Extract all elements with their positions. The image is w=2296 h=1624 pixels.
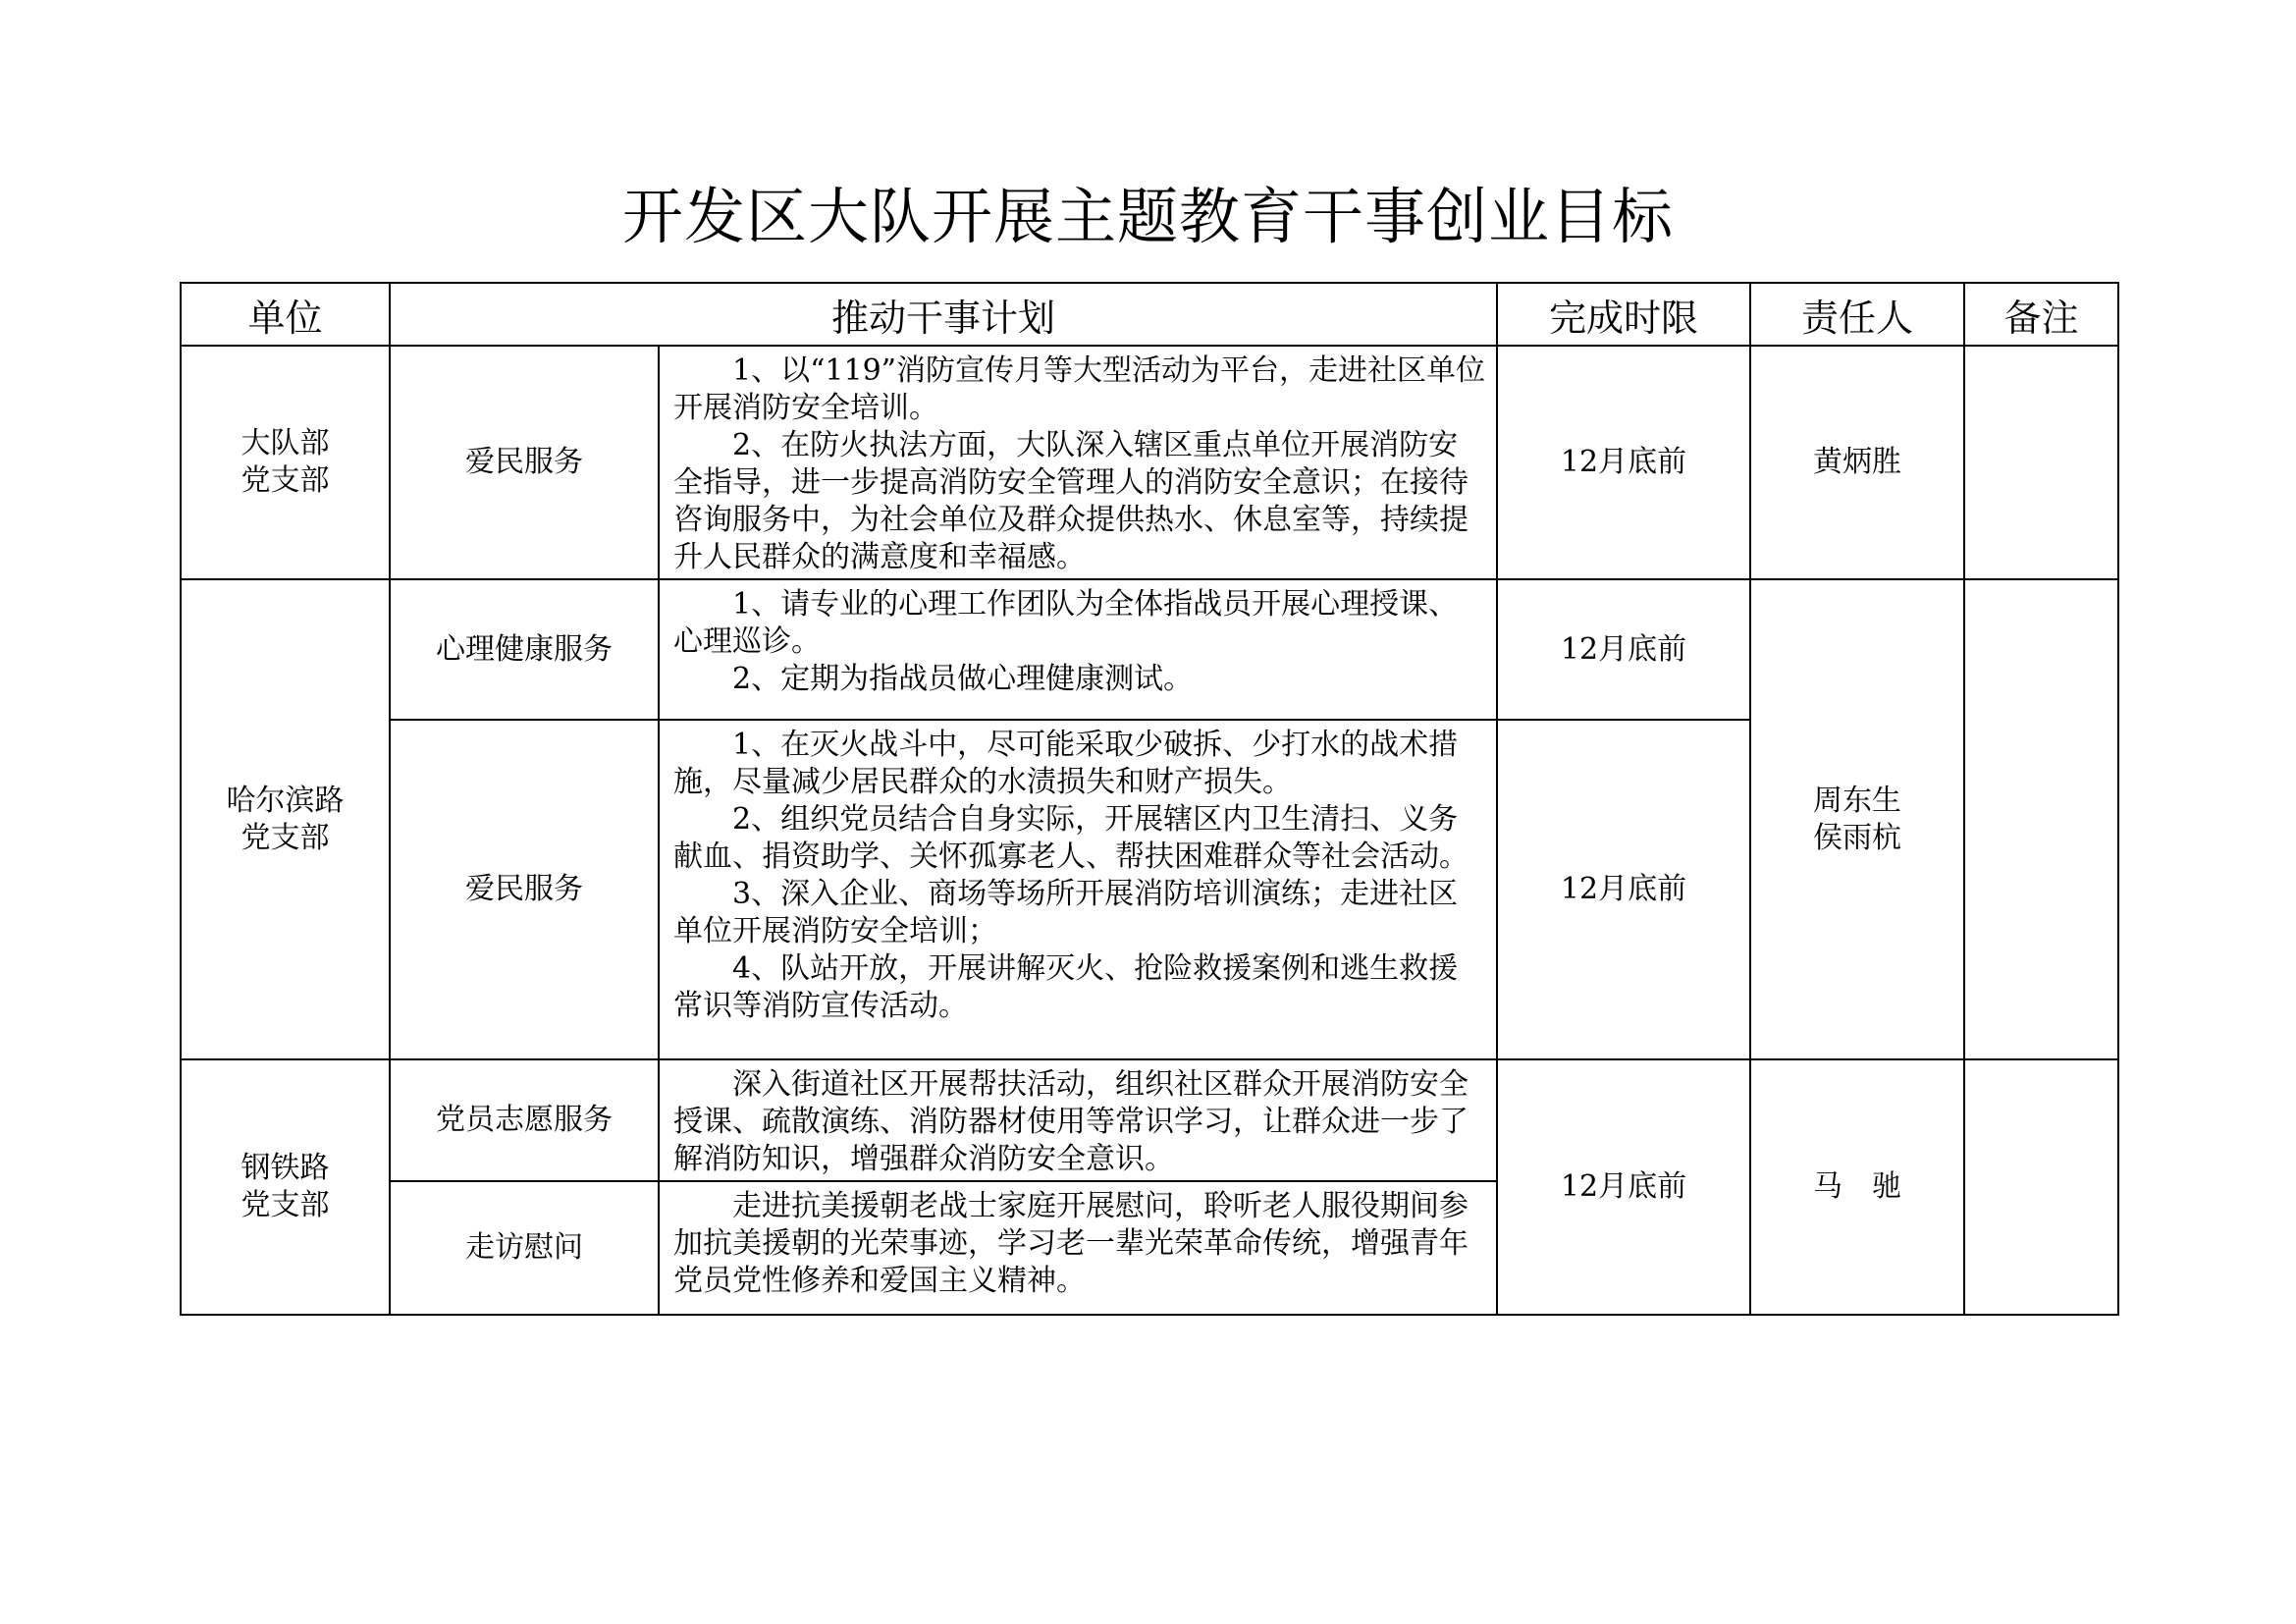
plan-paragraph: 4、队站开放，开展讲解灭火、抢险救援案例和逃生救援常识等消防宣传活动。 — [673, 951, 1459, 1023]
unit-line: 党支部 — [240, 820, 330, 855]
plan-table — [180, 282, 2119, 1316]
plan-paragraph: 2、定期为指战员做心理健康测试。 — [732, 662, 1194, 696]
deadline-cell: 12月底前 — [1497, 720, 1750, 1059]
plan-paragraph: 1、以“119”消防宣传月等大型活动为平台，走进社区单位开展消防安全培训。 — [673, 353, 1486, 425]
owner-line: 侯雨杭 — [1813, 820, 1902, 855]
plan-cell — [659, 1059, 1497, 1181]
unit-cell — [181, 346, 390, 579]
plan-paragraph: 1、请专业的心理工作团队为全体指战员开展心理授课、心理巡诊。 — [673, 587, 1459, 659]
owner-cell — [1750, 346, 1964, 579]
plan-paragraph: 3、深入企业、商场等场所开展消防培训演练；走进社区单位开展消防安全培训； — [673, 877, 1459, 948]
remark-cell — [1964, 346, 2118, 579]
unit-cell — [181, 1059, 390, 1315]
owner-line: 周东生 — [1813, 783, 1902, 818]
unit-cell — [181, 579, 390, 1059]
category-cell: 走访慰问 — [390, 1181, 659, 1315]
plan-paragraph: 走进抗美援朝老战士家庭开展慰问，聆听老人服役期间参加抗美援朝的光荣事迹，学习老一辈光荣革命传统，增强青年党员党性修养和爱国主义精神。 — [673, 1189, 1468, 1298]
header-unit: 单位 — [181, 283, 390, 346]
header-row — [181, 283, 2118, 346]
deadline-cell: 12月底前 — [1497, 346, 1750, 579]
owner-line: 黄炳胜 — [1813, 445, 1902, 479]
deadline-cell: 12月底前 — [1497, 1059, 1750, 1315]
plan-cell — [659, 346, 1497, 579]
unit-line: 哈尔滨路 — [226, 783, 345, 818]
unit-line: 大队部 — [240, 426, 330, 460]
remark-cell — [1964, 1059, 2118, 1315]
deadline-cell: 12月底前 — [1497, 579, 1750, 720]
plan-paragraph: 2、组织党员结合自身实际，开展辖区内卫生清扫、义务献血、捐资助学、关怀孤寡老人、帮扶困难群众等社会活动。 — [673, 802, 1468, 874]
category-cell: 爱民服务 — [390, 346, 659, 579]
table-row — [181, 346, 2118, 579]
unit-line: 钢铁路 — [240, 1151, 330, 1185]
unit-line: 党支部 — [240, 1188, 330, 1222]
owner-line: 马 驰 — [1813, 1169, 1902, 1204]
plan-cell — [659, 720, 1497, 1059]
remark-cell — [1964, 579, 2118, 1059]
unit-line: 党支部 — [240, 463, 330, 498]
plan-cell — [659, 579, 1497, 720]
table-row — [181, 579, 2118, 720]
page-title: 开发区大队开展主题教育干事创业目标 — [621, 181, 1674, 252]
plan-paragraph: 2、在防火执法方面，大队深入辖区重点单位开展消防安全指导，进一步提高消防安全管理人的消防安全意识；在接待咨询服务中，为社会单位及群众提供热水、休息室等，持续提升人民群众的满意度和幸福感。 — [673, 428, 1468, 574]
header-plan: 推动干事计划 — [390, 283, 1497, 346]
header-deadline: 完成时限 — [1497, 283, 1750, 346]
owner-cell — [1750, 579, 1964, 1059]
plan-paragraph: 1、在灭火战斗中，尽可能采取少破拆、少打水的战术措施，尽量减少居民群众的水渍损失和财产损失。 — [673, 728, 1459, 799]
header-owner: 责任人 — [1750, 283, 1964, 346]
category-cell: 心理健康服务 — [390, 579, 659, 720]
plan-paragraph: 深入街道社区开展帮扶活动，组织社区群众开展消防安全授课、疏散演练、消防器材使用等常识学习，让群众进一步了解消防知识，增强群众消防安全意识。 — [673, 1067, 1468, 1176]
owner-cell — [1750, 1059, 1964, 1315]
plan-cell — [659, 1181, 1497, 1315]
header-remark: 备注 — [1964, 283, 2118, 346]
category-cell: 爱民服务 — [390, 720, 659, 1059]
table-row — [181, 1059, 2118, 1181]
category-cell: 党员志愿服务 — [390, 1059, 659, 1181]
